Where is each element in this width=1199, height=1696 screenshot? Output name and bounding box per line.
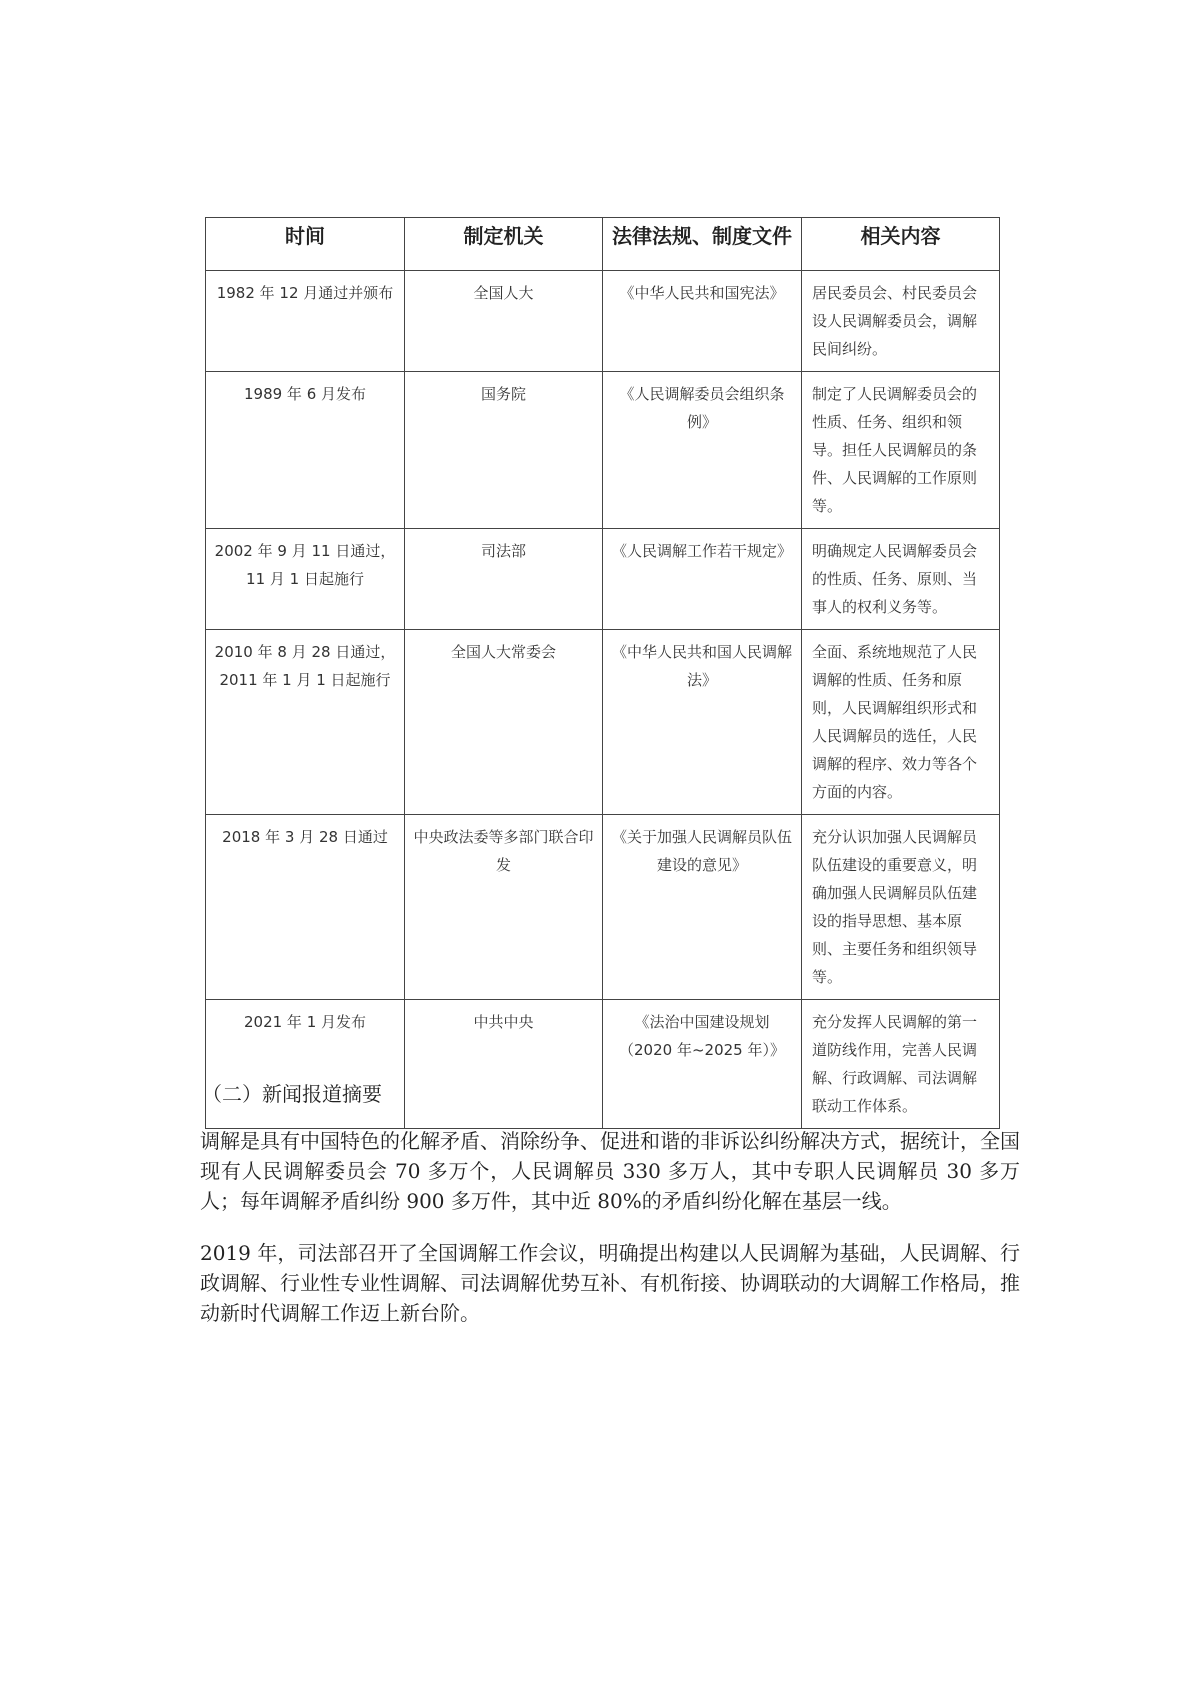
cell-time: 2021 年 1 月发布 (206, 1000, 405, 1129)
table-row (206, 271, 1000, 372)
cell-time: 2002 年 9 月 11 日通过，11 月 1 日起施行 (206, 529, 405, 630)
cell-content: 全面、系统地规范了人民调解的性质、任务和原则，人民调解组织形式和人民调解员的选任，人民调解的程序、效力等各个方面的内容。 (802, 630, 1000, 815)
cell-document: 《人民调解委员会组织条例》 (603, 372, 802, 529)
header-time: 时间 (206, 218, 405, 271)
cell-agency: 全国人大常委会 (405, 630, 603, 815)
table-row (206, 529, 1000, 630)
table-row (206, 630, 1000, 815)
cell-document: 《中华人民共和国人民调解法》 (603, 630, 802, 815)
table-row (206, 815, 1000, 1000)
news-paragraph-1: 调解是具有中国特色的化解矛盾、消除纷争、促进和谐的非诉讼纠纷解决方式，据统计，全国现有人民调解委员会 70 多万个，人民调解员 330 多万人，其中专职人民调解员 30 多万人；每年调解矛盾纠纷 900 多万件，其中近 80%的矛盾纠纷化解在基层一线。 (200, 1129, 1020, 1213)
table-row (206, 372, 1000, 529)
header-agency: 制定机关 (405, 218, 603, 271)
cell-content: 制定了人民调解委员会的性质、任务、组织和领导。担任人民调解员的条件、人民调解的工作原则等。 (802, 372, 1000, 529)
regulations-table (205, 217, 1000, 1129)
header-content: 相关内容 (802, 218, 1000, 271)
cell-agency: 司法部 (405, 529, 603, 630)
cell-time: 1982 年 12 月通过并颁布 (206, 271, 405, 372)
cell-agency: 中共中央 (405, 1000, 603, 1129)
cell-document: 《中华人民共和国宪法》 (603, 271, 802, 372)
header-document: 法律法规、制度文件 (603, 218, 802, 271)
cell-document: 《人民调解工作若干规定》 (603, 529, 802, 630)
news-paragraph-2: 2019 年，司法部召开了全国调解工作会议，明确提出构建以人民调解为基础，人民调解、行政调解、行业性专业性调解、司法调解优势互补、有机衔接、协调联动的大调解工作格局，推动新时代调解工作迈上新台阶。 (200, 1241, 1020, 1325)
cell-agency: 全国人大 (405, 271, 603, 372)
table-header-row (206, 218, 1000, 271)
section-heading: （二）新闻报道摘要 (202, 1082, 382, 1106)
cell-content: 充分发挥人民调解的第一道防线作用，完善人民调解、行政调解、司法调解联动工作体系。 (802, 1000, 1000, 1129)
cell-time: 1989 年 6 月发布 (206, 372, 405, 529)
cell-time: 2010 年 8 月 28 日通过，2011 年 1 月 1 日起施行 (206, 630, 405, 815)
cell-content: 充分认识加强人民调解员队伍建设的重要意义，明确加强人民调解员队伍建设的指导思想、基本原则、主要任务和组织领导等。 (802, 815, 1000, 1000)
cell-content: 明确规定人民调解委员会的性质、任务、原则、当事人的权利义务等。 (802, 529, 1000, 630)
cell-document: 《法治中国建设规划（2020 年~2025 年）》 (603, 1000, 802, 1129)
cell-content: 居民委员会、村民委员会设人民调解委员会，调解民间纠纷。 (802, 271, 1000, 372)
cell-time: 2018 年 3 月 28 日通过 (206, 815, 405, 1000)
table-row (206, 1000, 1000, 1129)
cell-agency: 中央政法委等多部门联合印发 (405, 815, 603, 1000)
cell-agency: 国务院 (405, 372, 603, 529)
cell-document: 《关于加强人民调解员队伍建设的意见》 (603, 815, 802, 1000)
